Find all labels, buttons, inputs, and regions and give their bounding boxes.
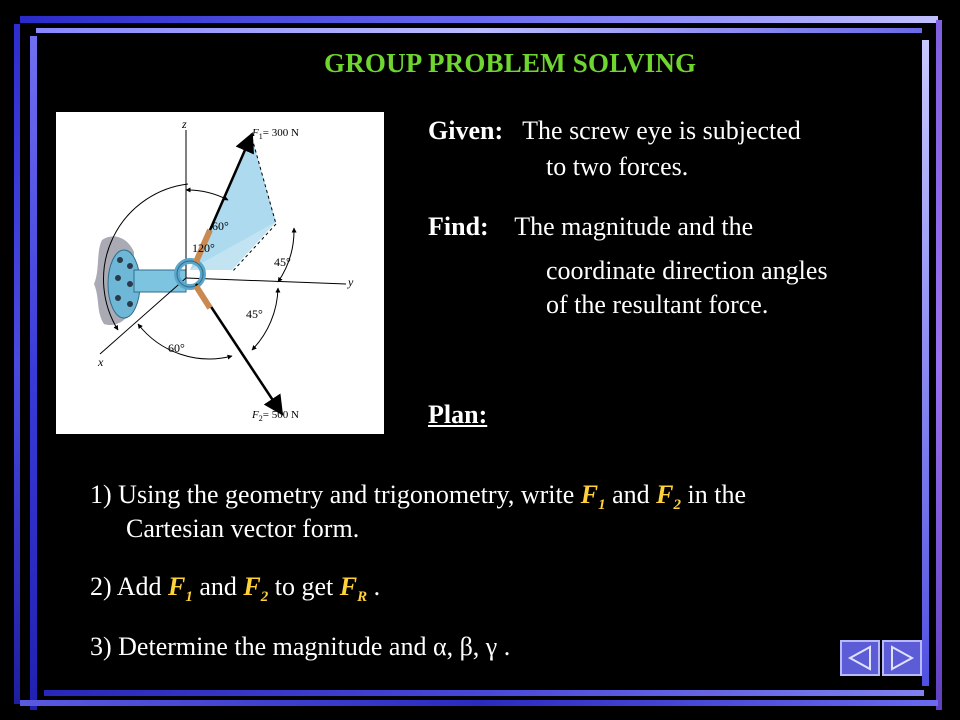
frame-bottom-bar-outer [20, 700, 938, 706]
plan-step-3 [90, 630, 510, 663]
angle-60-top: 60° [212, 219, 229, 233]
step3-text: 3) Determine the magnitude and [90, 632, 427, 661]
step2-text: 2) Add [90, 572, 162, 601]
given-label: Given: [428, 116, 504, 145]
step2-get: to get [274, 572, 334, 601]
plan-step-1-line2: Cartesian vector form. [126, 514, 360, 543]
frame-top-bar [20, 16, 938, 23]
find-text-line3: of the resultant force. [546, 290, 769, 319]
given-text-line1: The screw eye is subjected [522, 116, 801, 145]
next-slide-button[interactable] [882, 640, 922, 676]
step1-f2: $F_2$ [656, 480, 681, 514]
f1-value: = 300 N [262, 127, 299, 139]
y-axis [186, 278, 346, 284]
step2-f1: $F_1$ [168, 572, 193, 606]
plan-step-2 [90, 570, 380, 614]
frame-left-bar-inner [30, 36, 37, 710]
step2-fr: $F_R$ [339, 572, 368, 606]
step1-number: 1) [90, 480, 112, 509]
step1-tail: in the [687, 480, 746, 509]
find-text-line2: coordinate direction angles [546, 256, 828, 285]
find-label: Find: [428, 212, 489, 241]
step1-f1: $F_1$ [580, 480, 606, 514]
svg-text:F2= 500 N [251, 409, 299, 423]
step1-and: and [612, 480, 650, 509]
given-text-line2: to two forces. [546, 152, 689, 181]
angle-45-lower: 45° [246, 307, 263, 321]
x-axis-label: x [98, 355, 104, 369]
given-row [428, 114, 801, 147]
f1-label: F [252, 127, 259, 139]
step2-f2: $F_2$ [243, 572, 269, 606]
step3-greek: α, β, γ . [432, 632, 511, 661]
angle-60-bottom: 60° [168, 341, 185, 355]
frame-top-bar-inner [36, 28, 922, 33]
previous-slide-button[interactable] [840, 640, 880, 676]
f2-label: F [252, 409, 259, 421]
step2-and: and [199, 572, 237, 601]
svg-text:F1= 300 N [251, 127, 299, 141]
frame-bottom-bar [44, 690, 924, 696]
f2-value: = 500 N [262, 409, 299, 421]
step2-end: . [373, 572, 381, 601]
z-axis-label: z [182, 117, 187, 131]
frame-left-bar [14, 24, 20, 704]
frame-right-bar [922, 40, 929, 686]
angle-120: 120° [192, 241, 215, 255]
slide-title: GROUP PROBLEM SOLVING [324, 48, 697, 78]
triangle-left-icon [842, 642, 878, 674]
screw-eye-figure [56, 112, 384, 434]
f2-sub: 2 [258, 414, 263, 423]
step1-text: Using the geometry and trigonometry, write [118, 480, 575, 509]
angle-45-upper: 45° [274, 255, 291, 269]
frame-right-bar-outer [936, 20, 942, 710]
y-axis-label: y [348, 275, 354, 289]
find-row [428, 210, 753, 243]
triangle-right-icon [884, 642, 920, 674]
find-text-line1: The magnitude and the [514, 212, 754, 241]
f1-sub: 1 [258, 132, 263, 141]
plan-label: Plan: [428, 400, 488, 429]
